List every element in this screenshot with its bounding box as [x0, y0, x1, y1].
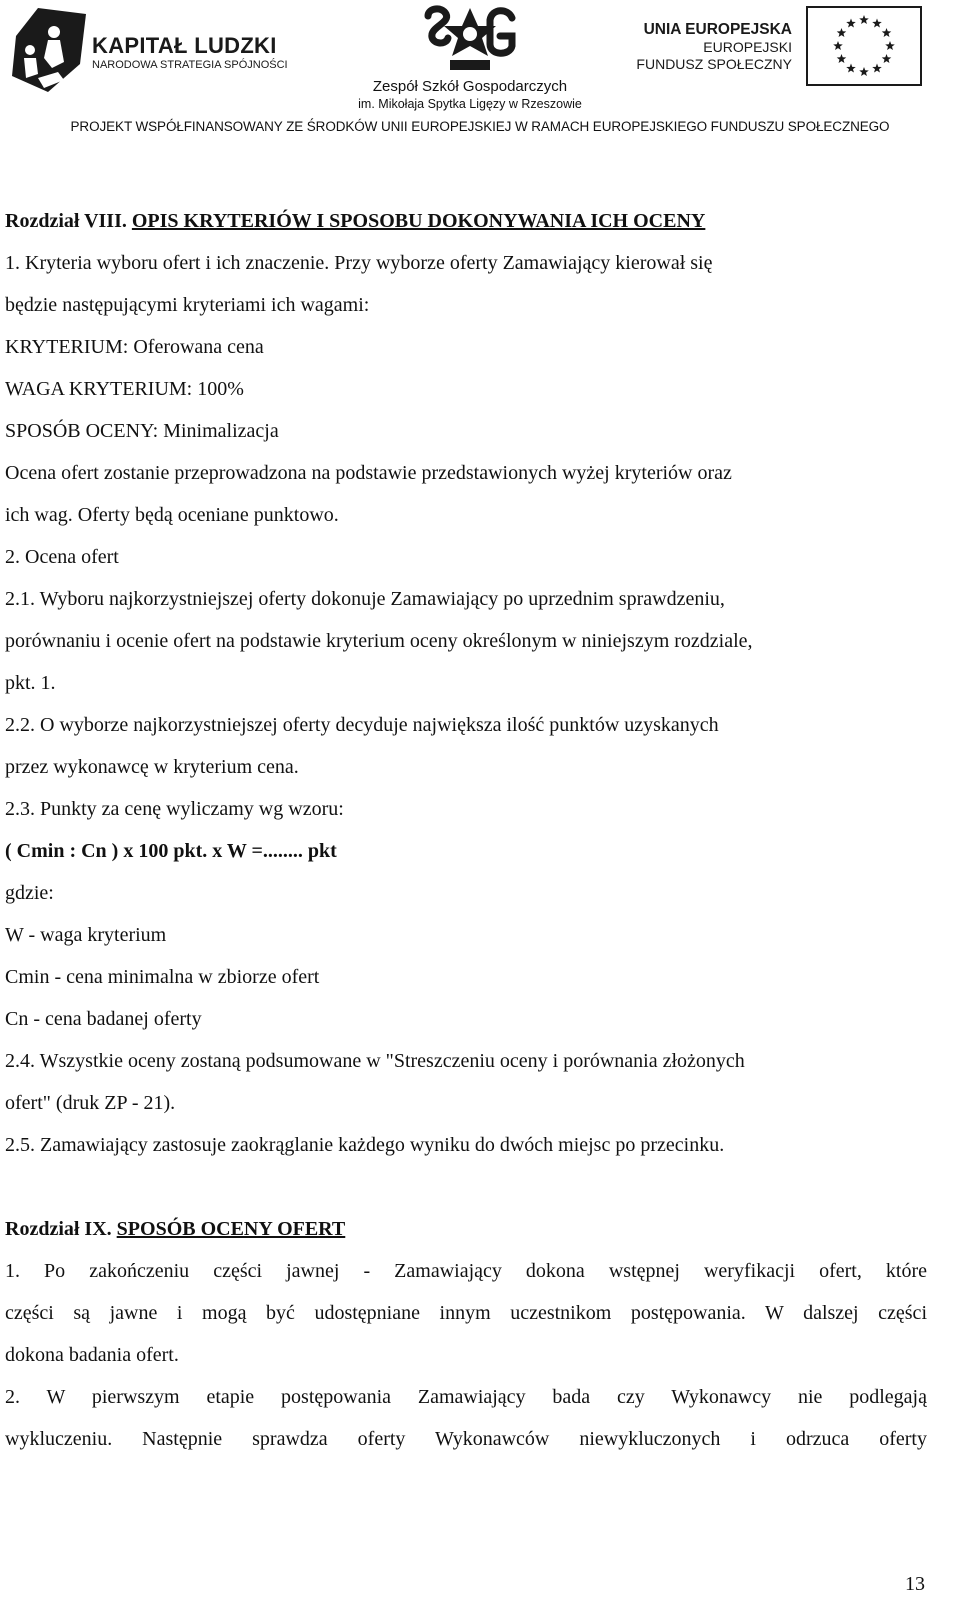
section9-title: SPOSÓB OCENY OFERT: [116, 1218, 346, 1240]
kapital-ludzki-subtitle: NARODOWA STRATEGIA SPÓJNOŚCI: [92, 59, 288, 71]
text-line: W - waga kryterium: [5, 924, 167, 946]
text-line: 2. Ocena ofert: [5, 546, 119, 568]
section8-text: [5, 242, 927, 1166]
text-line: ofert" (druk ZP - 21).: [5, 1092, 176, 1114]
kapital-ludzki-logo-icon: [8, 6, 88, 94]
section8-title: OPIS KRYTERIÓW I SPOSOBU DOKONYWANIA ICH OCENY: [131, 210, 706, 232]
text-line: 2. W pierwszym etapie postępowania Zamawiający bada czy Wykonawcy nie podlegają: [5, 1386, 927, 1408]
section9-prefix: Rozdział IX.: [5, 1218, 117, 1240]
eu-line2: EUROPEJSKI: [703, 39, 792, 55]
page-header: [0, 0, 960, 150]
text-line: wykluczeniu. Następnie sprawdza oferty Wykonawców niewykluczonych i odrzuca oferty: [5, 1428, 927, 1450]
section9-heading: [5, 1208, 927, 1250]
text-line: 2.3. Punkty za cenę wyliczamy wg wzoru:: [5, 798, 344, 820]
school-name: [340, 78, 600, 112]
school-name-line2: im. Mikołaja Spytka Ligęzy w Rzeszowie: [358, 97, 582, 111]
text-line: 2.1. Wyboru najkorzystniejszej oferty dokonuje Zamawiający po uprzednim sprawdzeniu,: [5, 588, 725, 610]
text-line: przez wykonawcę w kryterium cena.: [5, 756, 299, 778]
text-line: porównaniu i ocenie ofert na podstawie kryterium oceny określonym w niniejszym rozdziale,: [5, 630, 753, 652]
section9-text: [5, 1250, 927, 1460]
price-formula: ( Cmin : Cn ) x 100 pkt. x W =........ pkt: [5, 840, 337, 862]
text-line: 2.5. Zamawiający zastosuje zaokrąglanie każdego wyniku do dwóch miejsc po przecinku.: [5, 1134, 725, 1156]
text-line: Ocena ofert zostanie przeprowadzona na podstawie przedstawionych wyżej kryteriów oraz: [5, 462, 732, 484]
text-line: Cmin - cena minimalna w zbiorze ofert: [5, 966, 320, 988]
text-line: SPOSÓB OCENY: Minimalizacja: [5, 420, 279, 442]
text-line: 2.4. Wszystkie oceny zostaną podsumowane w "Streszczeniu oceny i porównania złożonych: [5, 1050, 745, 1072]
text-line: Cn - cena badanej oferty: [5, 1008, 202, 1030]
text-line: 1. Kryteria wyboru ofert i ich znaczenie. Przy wyborze oferty Zamawiający kierował się: [5, 252, 713, 274]
text-line: dokona badania ofert.: [5, 1344, 179, 1366]
school-crest-icon: [420, 4, 520, 76]
text-line: WAGA KRYTERIUM: 100%: [5, 378, 244, 400]
section-gap: [5, 1166, 927, 1208]
section8-prefix: Rozdział VIII.: [5, 210, 132, 232]
text-line: 2.2. O wyborze najkorzystniejszej oferty decyduje największa ilość punktów uzyskanych: [5, 714, 719, 736]
eu-fund-text: [632, 20, 792, 73]
text-line: 1. Po zakończeniu części jawnej - Zamawiający dokona wstępnej weryfikacji ofert, które: [5, 1260, 927, 1282]
project-cofinancing-line: PROJEKT WSPÓŁFINANSOWANY ZE ŚRODKÓW UNII EUROPEJSKIEJ W RAMACH EUROPEJSKIEGO FUNDUSZU SPOŁECZNEGO: [70, 119, 890, 134]
kapital-ludzki-title: KAPITAŁ LUDZKI: [92, 33, 277, 58]
eu-line3: FUNDUSZ SPOŁECZNY: [636, 56, 792, 72]
text-line: będzie następującymi kryteriami ich wagami:: [5, 294, 370, 316]
kapital-ludzki-text: [92, 34, 288, 72]
text-line: ich wag. Oferty będą oceniane punktowo.: [5, 504, 339, 526]
document-body: [5, 200, 927, 1460]
page-number: 13: [905, 1573, 925, 1595]
eu-line1: UNIA EUROPEJSKA: [643, 21, 792, 38]
text-line: części są jawne i mogą być udostępniane innym uczestnikom postępowania. W dalszej części: [5, 1302, 927, 1324]
eu-flag-icon: [806, 6, 922, 86]
text-line: KRYTERIUM: Oferowana cena: [5, 336, 264, 358]
school-name-line1: Zespół Szkół Gospodarczych: [372, 78, 568, 95]
text-line: gdzie:: [5, 882, 54, 904]
section8-heading: [5, 200, 927, 242]
text-line: pkt. 1.: [5, 672, 56, 694]
